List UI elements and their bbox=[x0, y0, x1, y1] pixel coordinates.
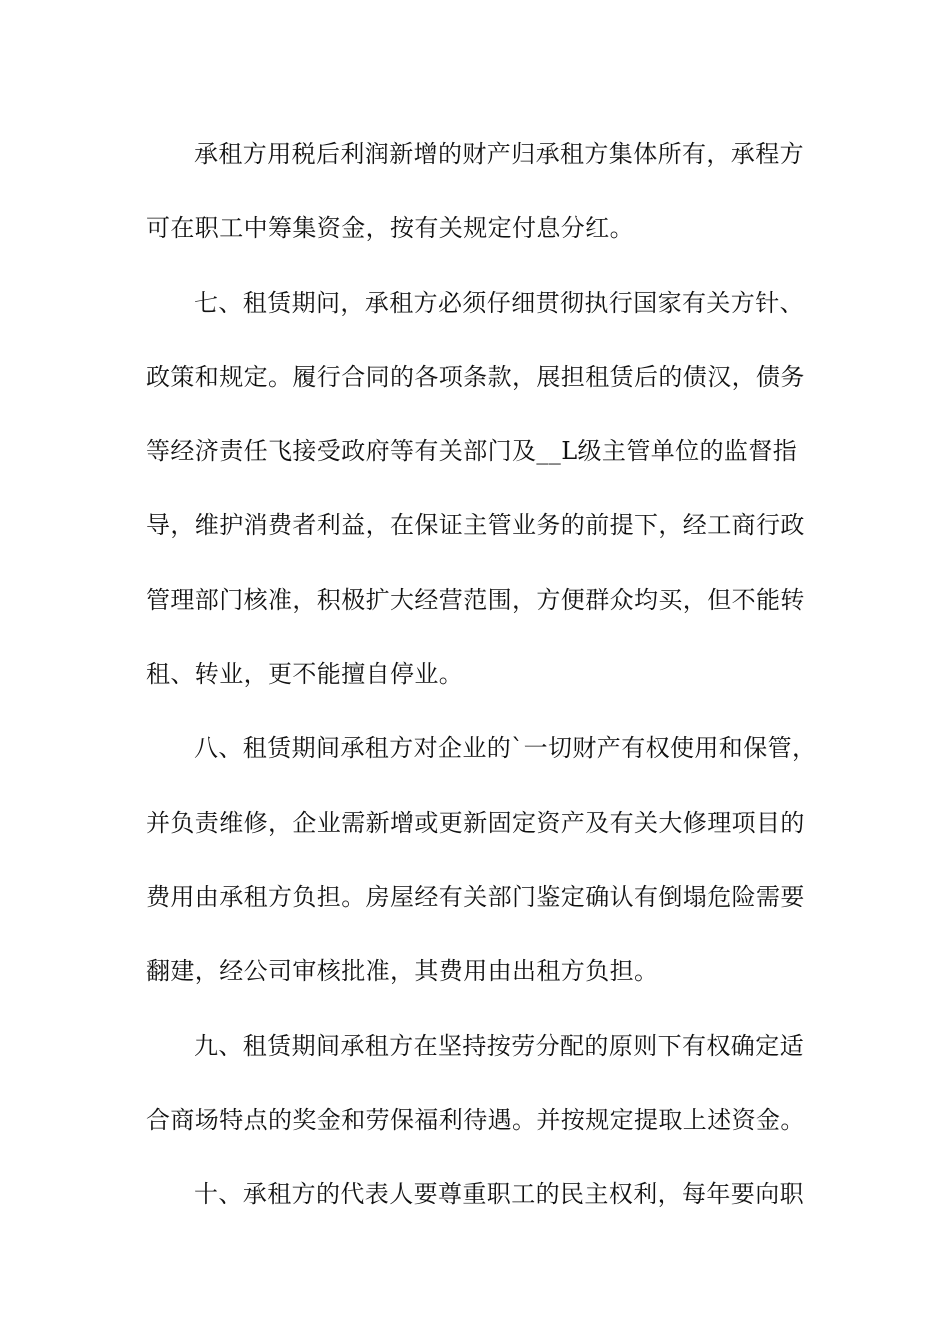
text-line: 九、租赁期间承租方在坚持按劳分配的原则下有权确定适 bbox=[194, 1032, 804, 1060]
text-line: 七、租赁期问，承租方必须仔细贯彻执行国家有关方针、 bbox=[194, 289, 804, 317]
text-line: 并负责维修，企业需新增或更新固定资产及有关大修理项目的 bbox=[146, 809, 805, 837]
text-line: 承租方用税后利润新增的财产归承租方集体所有，承程方 bbox=[194, 140, 804, 168]
text-line: 八、租赁期间承租方对企业的`一切财产有权使用和保管， bbox=[194, 734, 817, 762]
text-line: 导，维护消费者利益，在保证主管业务的前提下，经工商行政 bbox=[146, 511, 805, 539]
text-line: 十、承租方的代表人要尊重职工的民主权利，每年要向职 bbox=[194, 1180, 804, 1208]
text-line: 政策和规定。履行合同的各项条款，展担租赁后的债汉，债务 bbox=[146, 363, 805, 391]
text-line: 等经济责任飞接受政府等有关部门及__L级主管单位的监督指 bbox=[146, 437, 798, 465]
text-line: 管理部门核准，积极扩大经营范围，方便群众均买，但不能转 bbox=[146, 586, 805, 614]
text-line: 费用由承租方负担。房屋经有关部门鉴定确认有倒塌危险需要 bbox=[146, 883, 805, 911]
text-line: 租、转业，更不能擅自停业。 bbox=[146, 660, 464, 688]
text-line: 可在职工中筹集资金，按有关规定付息分红。 bbox=[146, 214, 634, 242]
text-line: 翻建，经公司审核批准，其费用由出租方负担。 bbox=[146, 957, 659, 985]
text-line: 合商场特点的奖金和劳保福利待遇。并按规定提取上述资金。 bbox=[146, 1106, 805, 1134]
